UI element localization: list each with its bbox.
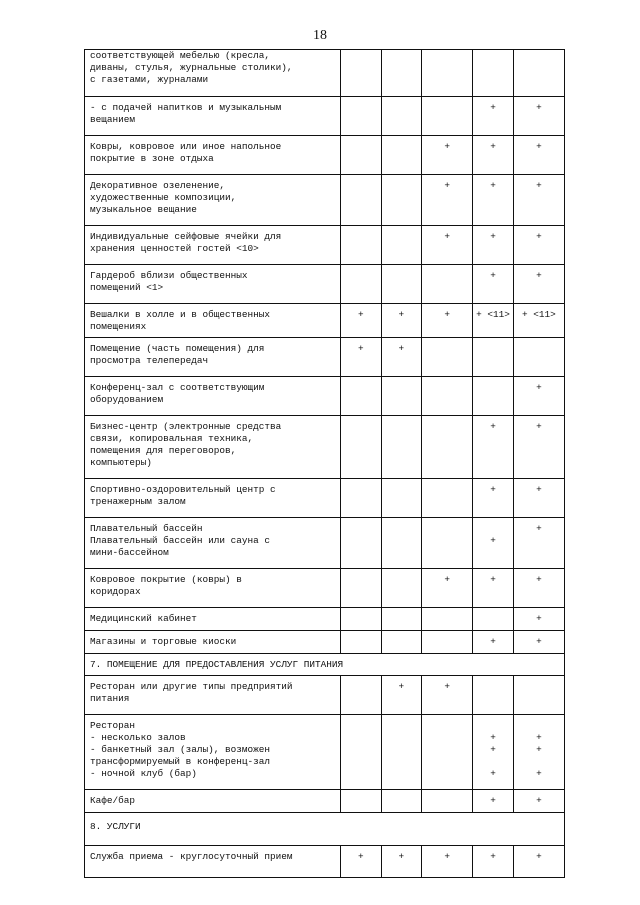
mark-line: +: [398, 681, 405, 692]
mark-line: +: [536, 613, 542, 624]
mark-line: [383, 102, 421, 114]
mark-line: [342, 141, 380, 153]
category-mark: [381, 265, 422, 304]
category-mark: [381, 338, 422, 377]
category-mark: [473, 136, 514, 175]
mark-line: +: [536, 795, 542, 806]
row-label: Магазины и торговые киоски: [85, 631, 341, 654]
category-mark: [381, 715, 422, 790]
mark-line: [423, 50, 471, 62]
category-mark: [341, 416, 382, 479]
category-mark: [422, 304, 473, 338]
category-mark: [473, 416, 514, 479]
mark-line: [342, 484, 380, 496]
category-mark: [473, 479, 514, 518]
category-mark: [422, 416, 473, 479]
category-mark: [473, 569, 514, 608]
mark-line: +: [536, 270, 542, 281]
table-row: [85, 715, 565, 790]
category-mark: [341, 338, 382, 377]
category-mark: [473, 518, 514, 569]
row-label: Спортивно-оздоровительный центр с тренажерным залом: [85, 479, 341, 518]
mark-line: [383, 382, 421, 394]
category-mark: [341, 790, 382, 813]
category-mark: [513, 136, 564, 175]
mark-line: [383, 180, 421, 192]
mark-line: +: [444, 574, 450, 585]
mark-line: [515, 343, 563, 355]
mark-line: +: [490, 180, 496, 191]
category-mark: [422, 479, 473, 518]
row-label: Бизнес-центр (электронные средства связи, копировальная техника, помещения для переговоров, компьютеры): [85, 416, 341, 479]
table-row: [85, 136, 565, 175]
category-mark: [381, 50, 422, 97]
category-mark: [341, 715, 382, 790]
mark-line: +: [536, 102, 542, 113]
mark-line: +: [536, 421, 542, 432]
category-mark: [341, 265, 382, 304]
mark-line: +: [357, 343, 364, 354]
category-mark: [473, 304, 514, 338]
category-mark: [513, 479, 564, 518]
mark-line: [423, 484, 471, 496]
category-mark: [513, 846, 564, 878]
mark-line: +: [357, 851, 364, 862]
category-mark: [422, 676, 473, 715]
row-label: Служба приема - круглосуточный прием: [85, 846, 341, 878]
category-mark: [381, 790, 422, 813]
mark-line: [423, 523, 471, 535]
mark-line: +: [490, 732, 496, 743]
category-mark: [513, 377, 564, 416]
section-row: [85, 813, 565, 846]
table-row: [85, 608, 565, 631]
row-label: Кафе/бар: [85, 790, 341, 813]
category-mark: [513, 97, 564, 136]
table-row: [85, 846, 565, 878]
category-mark: [341, 304, 382, 338]
category-mark: [381, 136, 422, 175]
mark-line: +: [490, 535, 496, 546]
table-row: [85, 338, 565, 377]
category-mark: [422, 715, 473, 790]
category-mark: [513, 304, 564, 338]
mark-line: +: [490, 851, 496, 862]
table-row: [85, 50, 565, 97]
mark-line: [423, 270, 471, 282]
category-mark: [422, 631, 473, 654]
category-mark: [422, 790, 473, 813]
mark-line: +: [490, 102, 496, 113]
category-mark: [513, 50, 564, 97]
mark-line: [383, 613, 421, 625]
mark-line: [474, 720, 512, 732]
category-mark: [341, 676, 382, 715]
section-row: [85, 654, 565, 676]
mark-line: [383, 231, 421, 243]
category-mark: [341, 518, 382, 569]
table-row: [85, 676, 565, 715]
category-mark: [473, 338, 514, 377]
mark-line: +: [536, 744, 542, 755]
category-mark: [473, 97, 514, 136]
mark-line: [423, 720, 471, 732]
mark-line: [383, 795, 421, 807]
page-number: 18: [313, 28, 327, 43]
category-mark: [381, 846, 422, 878]
mark-line: [342, 50, 380, 62]
mark-line: [474, 343, 512, 355]
mark-line: [342, 180, 380, 192]
mark-line: + <11>: [522, 309, 556, 320]
category-mark: [422, 226, 473, 265]
category-mark: [422, 608, 473, 631]
category-mark: [381, 175, 422, 226]
table-row: [85, 97, 565, 136]
category-mark: [473, 790, 514, 813]
row-label: Декоративное озеленение, художественные композиции, музыкальное вещание: [85, 175, 341, 226]
category-mark: [473, 377, 514, 416]
mark-line: +: [444, 180, 450, 191]
category-mark: [341, 136, 382, 175]
mark-line: +: [536, 231, 542, 242]
mark-line: +: [357, 309, 364, 320]
table-row: [85, 416, 565, 479]
mark-line: +: [444, 851, 450, 862]
mark-line: [515, 681, 563, 693]
mark-line: [515, 720, 563, 732]
category-mark: [473, 50, 514, 97]
category-mark: [381, 569, 422, 608]
mark-line: [342, 270, 380, 282]
mark-line: +: [444, 681, 450, 692]
table-row: [85, 569, 565, 608]
category-mark: [473, 226, 514, 265]
mark-line: [383, 141, 421, 153]
row-label: - с подачей напитков и музыкальным вещанием: [85, 97, 341, 136]
mark-line: [342, 382, 380, 394]
category-mark: [422, 50, 473, 97]
section-heading: 8. УСЛУГИ: [85, 813, 565, 846]
row-label: Ковры, ковровое или иное напольное покрытие в зоне отдыха: [85, 136, 341, 175]
category-mark: [422, 136, 473, 175]
category-mark: [513, 569, 564, 608]
category-mark: [473, 846, 514, 878]
category-mark: [381, 97, 422, 136]
category-mark: [513, 338, 564, 377]
category-mark: [513, 226, 564, 265]
category-mark: [513, 416, 564, 479]
row-label: Ресторан - несколько залов - банкетный зал (залы), возможен трансформируемый в конференц-зал - ночной клуб (бар): [85, 715, 341, 790]
category-mark: [513, 608, 564, 631]
mark-line: [383, 636, 421, 648]
mark-line: +: [490, 141, 496, 152]
mark-line: [515, 756, 563, 768]
category-mark: [422, 338, 473, 377]
mark-line: +: [398, 309, 405, 320]
category-mark: [473, 608, 514, 631]
category-mark: [381, 631, 422, 654]
category-mark: [473, 175, 514, 226]
mark-line: +: [536, 574, 542, 585]
row-label: Вешалки в холле и в общественных помещениях: [85, 304, 341, 338]
mark-line: [383, 574, 421, 586]
category-mark: [473, 715, 514, 790]
mark-line: +: [444, 141, 450, 152]
row-label: Помещение (часть помещения) для просмотра телепередач: [85, 338, 341, 377]
category-mark: [513, 265, 564, 304]
category-mark: [341, 50, 382, 97]
category-mark: [513, 715, 564, 790]
mark-line: +: [536, 768, 542, 779]
mark-line: [474, 681, 512, 693]
classification-table: [84, 49, 565, 878]
category-mark: [513, 790, 564, 813]
mark-line: [474, 613, 512, 625]
mark-line: [474, 523, 512, 535]
category-mark: [341, 631, 382, 654]
mark-line: +: [490, 795, 496, 806]
mark-line: +: [490, 636, 496, 647]
category-mark: [473, 265, 514, 304]
mark-line: [342, 421, 380, 433]
category-mark: [422, 377, 473, 416]
table-row: [85, 631, 565, 654]
mark-line: [342, 681, 380, 693]
mark-line: [383, 523, 421, 535]
mark-line: +: [398, 851, 405, 862]
section-heading: 7. ПОМЕЩЕНИЕ ДЛЯ ПРЕДОСТАВЛЕНИЯ УСЛУГ ПИТАНИЯ: [85, 654, 565, 676]
mark-line: +: [536, 382, 542, 393]
mark-line: +: [536, 484, 542, 495]
mark-line: [383, 50, 421, 62]
category-mark: [422, 569, 473, 608]
row-label: Медицинский кабинет: [85, 608, 341, 631]
category-mark: [513, 518, 564, 569]
category-mark: [381, 479, 422, 518]
mark-line: +: [536, 851, 542, 862]
mark-line: [515, 50, 563, 62]
category-mark: [381, 608, 422, 631]
mark-line: +: [490, 270, 496, 281]
mark-line: [342, 523, 380, 535]
row-label: соответствующей мебелью (кресла, диваны, стулья, журнальные столики), с газетами, журналами: [85, 50, 341, 97]
mark-line: [423, 636, 471, 648]
mark-line: [423, 613, 471, 625]
row-label: Ковровое покрытие (ковры) в коридорах: [85, 569, 341, 608]
mark-line: +: [536, 141, 542, 152]
row-label: Ресторан или другие типы предприятий питания: [85, 676, 341, 715]
table-row: [85, 479, 565, 518]
mark-line: [383, 421, 421, 433]
row-label: Индивидуальные сейфовые ячейки для хранения ценностей гостей <10>: [85, 226, 341, 265]
category-mark: [381, 304, 422, 338]
category-mark: [381, 676, 422, 715]
mark-line: +: [536, 732, 542, 743]
row-label: Плавательный бассейн Плавательный бассейн или сауна с мини-бассейном: [85, 518, 341, 569]
category-mark: [422, 265, 473, 304]
mark-line: [342, 574, 380, 586]
category-mark: [422, 518, 473, 569]
table-row: [85, 377, 565, 416]
category-mark: [513, 676, 564, 715]
mark-line: [342, 231, 380, 243]
category-mark: [473, 631, 514, 654]
category-mark: [341, 175, 382, 226]
mark-line: [383, 270, 421, 282]
mark-line: +: [444, 231, 450, 242]
category-mark: [341, 569, 382, 608]
category-mark: [381, 226, 422, 265]
mark-line: [342, 720, 380, 732]
row-label: Гардероб вблизи общественных помещений <1>: [85, 265, 341, 304]
mark-line: [423, 795, 471, 807]
category-mark: [513, 631, 564, 654]
mark-line: [383, 484, 421, 496]
mark-line: +: [536, 523, 542, 534]
mark-line: +: [490, 574, 496, 585]
mark-line: [342, 613, 380, 625]
category-mark: [341, 479, 382, 518]
table-row: [85, 518, 565, 569]
mark-line: +: [490, 231, 496, 242]
table-row: [85, 304, 565, 338]
category-mark: [473, 676, 514, 715]
mark-line: [474, 382, 512, 394]
table-row: [85, 226, 565, 265]
mark-line: [342, 795, 380, 807]
mark-line: +: [490, 768, 496, 779]
mark-line: +: [536, 636, 542, 647]
mark-line: [474, 756, 512, 768]
category-mark: [422, 175, 473, 226]
category-mark: [341, 377, 382, 416]
category-mark: [341, 226, 382, 265]
table-body: [85, 50, 565, 878]
category-mark: [341, 608, 382, 631]
table-row: [85, 175, 565, 226]
mark-line: +: [490, 421, 496, 432]
mark-line: [423, 421, 471, 433]
mark-line: [423, 382, 471, 394]
mark-line: [423, 343, 471, 355]
category-mark: [422, 846, 473, 878]
mark-line: + <11>: [476, 309, 510, 320]
category-mark: [381, 518, 422, 569]
category-mark: [513, 175, 564, 226]
mark-line: [383, 720, 421, 732]
category-mark: [381, 377, 422, 416]
category-mark: [341, 846, 382, 878]
mark-line: [474, 50, 512, 62]
row-label: Конференц-зал с соответствующим оборудованием: [85, 377, 341, 416]
mark-line: +: [490, 744, 496, 755]
category-mark: [341, 97, 382, 136]
table-row: [85, 265, 565, 304]
mark-line: +: [490, 484, 496, 495]
mark-line: [423, 102, 471, 114]
table-row: [85, 790, 565, 813]
mark-line: +: [398, 343, 405, 354]
category-mark: [422, 97, 473, 136]
mark-line: +: [444, 309, 450, 320]
mark-line: [342, 636, 380, 648]
mark-line: [342, 102, 380, 114]
category-mark: [381, 416, 422, 479]
mark-line: +: [536, 180, 542, 191]
